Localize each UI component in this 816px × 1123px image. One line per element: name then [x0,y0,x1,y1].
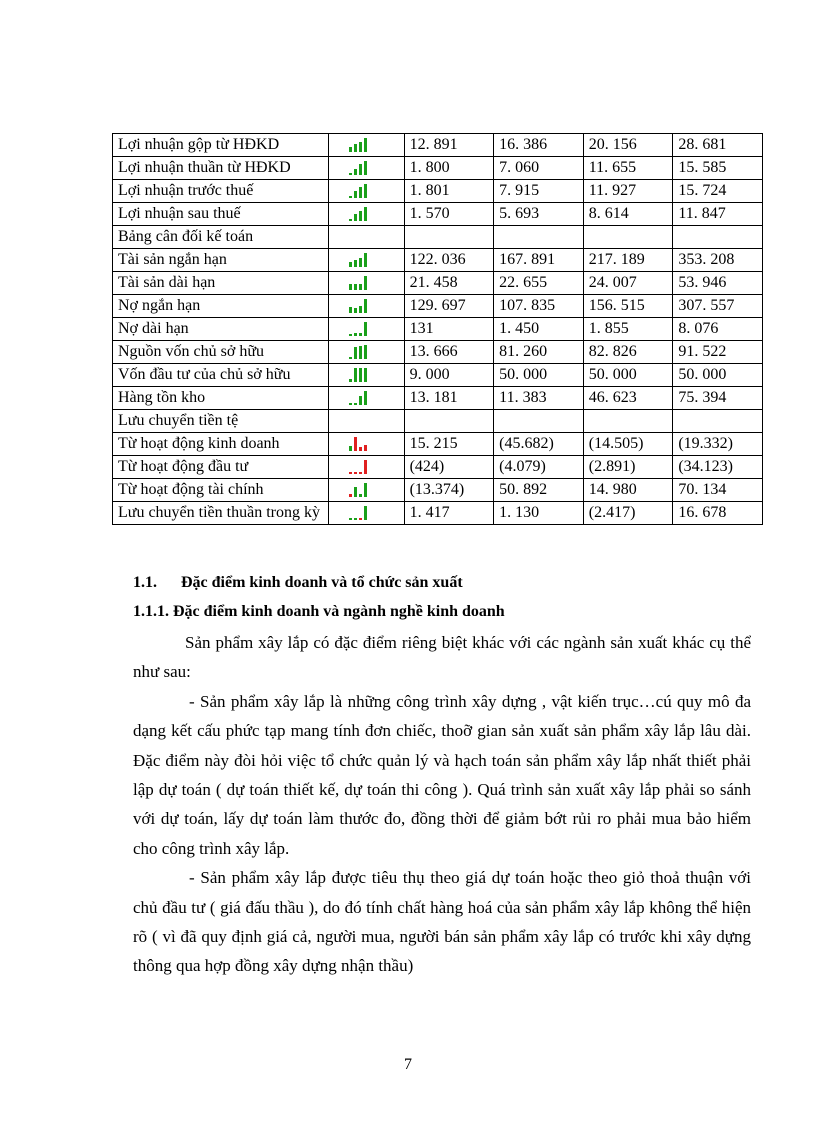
sparkline-bar [354,437,357,451]
value-cell: 15. 585 [673,157,763,180]
value-cell: 156. 515 [583,295,673,318]
sparkline-bar [354,169,357,175]
value-cell: 75. 394 [673,387,763,410]
body-text [133,628,751,981]
value-cell: 7. 060 [494,157,584,180]
value-cell: 8. 076 [673,318,763,341]
row-label: Tài sản ngắn hạn [113,249,329,272]
sparkline-bar [354,487,357,497]
value-cell: 1. 855 [583,318,673,341]
value-cell: 50. 892 [494,479,584,502]
value-cell: 11. 847 [673,203,763,226]
sparkline-bar [364,276,367,290]
value-cell: 20. 156 [583,134,673,157]
value-cell: (2.417) [583,502,673,525]
sparkline-bar [364,368,367,382]
value-cell: 1. 570 [404,203,494,226]
sparkline-bar [354,472,357,474]
table-row [113,479,763,502]
sparkline-bar [359,284,362,290]
sparkline-cell [329,364,404,387]
row-label: Lợi nhuận gộp từ HĐKD [113,134,329,157]
sparkline-bar [359,447,362,451]
table-row [113,180,763,203]
value-cell: 91. 522 [673,341,763,364]
sparkline-bar [349,196,352,198]
sparkline-icon [334,368,397,382]
sparkline-bar [349,403,352,405]
sparkline-bar [359,164,362,175]
sparkline-cell [329,410,404,433]
sparkline-cell [329,387,404,410]
value-cell [404,410,494,433]
financial-table [112,133,763,525]
value-cell: 16. 678 [673,502,763,525]
sparkline-bar [359,518,362,520]
value-cell: 11. 655 [583,157,673,180]
sparkline-icon [334,253,397,267]
sparkline-bar [359,258,362,267]
sparkline-bar [349,472,352,474]
sparkline-cell [329,180,404,203]
sparkline-bar [359,494,362,497]
sparkline-bar [359,187,362,198]
value-cell: 12. 891 [404,134,494,157]
value-cell: 5. 693 [494,203,584,226]
row-label: Từ hoạt động đầu tư [113,456,329,479]
value-cell: 81. 260 [494,341,584,364]
value-cell: 122. 036 [404,249,494,272]
value-cell: 21. 458 [404,272,494,295]
value-cell: 129. 697 [404,295,494,318]
sparkline-cell [329,295,404,318]
value-cell: 13. 181 [404,387,494,410]
sparkline-icon [334,299,397,313]
sparkline-bar [359,142,362,152]
value-cell [583,226,673,249]
table-row [113,433,763,456]
sparkline-bar [354,191,357,198]
sparkline-bar [349,334,352,336]
sparkline-bar [354,260,357,267]
value-cell: 16. 386 [494,134,584,157]
value-cell: 1. 801 [404,180,494,203]
sparkline-bar [349,446,352,451]
sparkline-bar [359,306,362,313]
sparkline-bar [349,357,352,359]
row-label: Từ hoạt động tài chính [113,479,329,502]
table-row [113,318,763,341]
table-row [113,410,763,433]
sparkline-icon [334,322,397,336]
row-label: Nguồn vốn chủ sở hữu [113,341,329,364]
value-cell: 8. 614 [583,203,673,226]
sparkline-cell [329,433,404,456]
value-cell [673,226,763,249]
sparkline-cell [329,226,404,249]
value-cell: 1. 417 [404,502,494,525]
sparkline-bar [349,219,352,221]
value-cell: 22. 655 [494,272,584,295]
subsection-heading-1-1-1: 1.1.1. Đặc điểm kinh doanh và ngành nghề kinh doanh [133,603,505,620]
sparkline-bar [364,322,367,336]
sparkline-cell [329,502,404,525]
sparkline-cell [329,456,404,479]
value-cell: 15. 724 [673,180,763,203]
financial-table-body [113,134,763,525]
sparkline-bar [354,347,357,359]
sparkline-bar [354,333,357,336]
value-cell: (45.682) [494,433,584,456]
value-cell: 13. 666 [404,341,494,364]
section-heading-1-1 [133,574,463,592]
sparkline-bar [349,518,352,520]
sparkline-bar [349,262,352,267]
sparkline-bar [354,518,357,520]
sparkline-bar [359,211,362,221]
table-row [113,364,763,387]
sparkline-cell [329,157,404,180]
sparkline-icon [334,391,397,405]
row-label: Lợi nhuận trước thuế [113,180,329,203]
value-cell: 131 [404,318,494,341]
value-cell: 53. 946 [673,272,763,295]
sparkline-bar [359,368,362,382]
sparkline-bar [359,472,362,474]
value-cell: 14. 980 [583,479,673,502]
sparkline-bar [354,214,357,221]
value-cell: 46. 623 [583,387,673,410]
value-cell: 1. 800 [404,157,494,180]
row-label: Nợ ngắn hạn [113,295,329,318]
sparkline-bar [354,144,357,152]
value-cell: 11. 927 [583,180,673,203]
sparkline-icon [334,345,397,359]
value-cell: 24. 007 [583,272,673,295]
table-row [113,249,763,272]
paragraph-characteristic-1: - Sản phẩm xây lắp là những công trình xây dựng , vật kiến trục…cú quy mô đa dạng kết cấu phức tạp mang tính đơn chiếc, thoỡ gian sản xuất sản phẩm xây lắp lâu dài. Đặc điểm này đòi hỏi việc tổ chức quản lý và hạch toán sản phẩm xây lắp nhất thiết phải lập dự toán ( dự toán thiết kế, dự toán thi công ). Quá trình sản xuất xây lắp phải so sánh với dự toán, lấy dự toán làm thước đo, đồng thời để giảm bớt rủi ro phải mua bảo hiểm cho công trình xây lắp. [133,691,751,858]
sparkline-icon [334,184,397,198]
sparkline-cell [329,134,404,157]
value-cell: (4.079) [494,456,584,479]
row-label: Tài sản dài hạn [113,272,329,295]
value-cell: 1. 450 [494,318,584,341]
sparkline-bar [359,333,362,336]
sparkline-cell [329,341,404,364]
value-cell: 353. 208 [673,249,763,272]
value-cell: 28. 681 [673,134,763,157]
sparkline-bar [354,308,357,313]
table-row [113,203,763,226]
sparkline-cell [329,203,404,226]
value-cell: 50. 000 [673,364,763,387]
value-cell: 50. 000 [494,364,584,387]
value-cell [583,410,673,433]
sparkline-bar [364,253,367,267]
sparkline-bar [364,161,367,175]
sparkline-bar [359,346,362,359]
table-row [113,295,763,318]
sparkline-bar [364,345,367,359]
value-cell: 217. 189 [583,249,673,272]
sparkline-bar [349,494,352,497]
sparkline-bar [349,307,352,313]
value-cell: (19.332) [673,433,763,456]
sparkline-bar [364,207,367,221]
sparkline-bar [364,506,367,520]
sparkline-bar [364,483,367,497]
sparkline-bar [354,284,357,290]
sparkline-icon [334,506,397,520]
value-cell: (34.123) [673,456,763,479]
sparkline-bar [349,284,352,290]
sparkline-bar [364,138,367,152]
row-label: Từ hoạt động kinh doanh [113,433,329,456]
section-heading-number: 1.1. [133,574,157,591]
value-cell: 307. 557 [673,295,763,318]
value-cell: (13.374) [404,479,494,502]
value-cell: 107. 835 [494,295,584,318]
value-cell [494,410,584,433]
sparkline-bar [349,147,352,152]
row-label: Lợi nhuận thuần từ HĐKD [113,157,329,180]
value-cell: 11. 383 [494,387,584,410]
sparkline-bar [359,396,362,405]
table-row [113,134,763,157]
value-cell: (14.505) [583,433,673,456]
value-cell: 167. 891 [494,249,584,272]
sparkline-icon [334,207,397,221]
row-label: Lưu chuyển tiền tệ [113,410,329,433]
table-row [113,226,763,249]
sparkline-cell [329,318,404,341]
value-cell [404,226,494,249]
row-label: Lưu chuyển tiền thuần trong kỳ [113,502,329,525]
sparkline-cell [329,249,404,272]
row-label: Lợi nhuận sau thuế [113,203,329,226]
sparkline-bar [364,391,367,405]
value-cell: 7. 915 [494,180,584,203]
paragraph-intro: Sản phẩm xây lắp có đặc điểm riêng biệt khác với các ngành sản xuất khác cụ thể như sau: [133,633,751,682]
row-label: Hàng tồn kho [113,387,329,410]
value-cell [673,410,763,433]
row-label: Bảng cân đối kế toán [113,226,329,249]
table-row [113,341,763,364]
sparkline-icon [334,460,397,474]
sparkline-bar [349,173,352,175]
paragraph-characteristic-2: - Sản phẩm xây lắp được tiêu thụ theo giá dự toán hoặc theo giỏ thoả thuận với chủ đầu tư ( giá đấu thầu ), do đó tính chất hàng hoá của sản phẩm xây lắp không thể hiện rõ ( vì đã quy định giá cả, người mua, người bán sản phẩm xây lắp có trước khi xây dựng thông qua hợp đồng xây dựng nhận thầu) [133,868,751,976]
table-row [113,157,763,180]
value-cell: 9. 000 [404,364,494,387]
sparkline-cell [329,479,404,502]
table-row [113,502,763,525]
sparkline-bar [364,445,367,451]
value-cell: (2.891) [583,456,673,479]
value-cell: 50. 000 [583,364,673,387]
value-cell: 82. 826 [583,341,673,364]
sparkline-icon [334,276,397,290]
page-number: 7 [404,1056,412,1073]
sparkline-bar [354,368,357,382]
sparkline-bar [364,460,367,474]
row-label: Vốn đầu tư của chủ sở hữu [113,364,329,387]
value-cell: 15. 215 [404,433,494,456]
sparkline-icon [334,483,397,497]
sparkline-icon [334,138,397,152]
value-cell: (424) [404,456,494,479]
sparkline-bar [364,184,367,198]
value-cell [494,226,584,249]
sparkline-bar [354,403,357,405]
sparkline-bar [364,299,367,313]
sparkline-icon [334,437,397,451]
value-cell: 70. 134 [673,479,763,502]
section-heading-text: Đặc điểm kinh doanh và tổ chức sản xuất [181,574,463,591]
sparkline-icon [334,161,397,175]
table-row [113,272,763,295]
row-label: Nợ dài hạn [113,318,329,341]
value-cell: 1. 130 [494,502,584,525]
table-row [113,387,763,410]
table-row [113,456,763,479]
sparkline-bar [349,379,352,382]
sparkline-cell [329,272,404,295]
